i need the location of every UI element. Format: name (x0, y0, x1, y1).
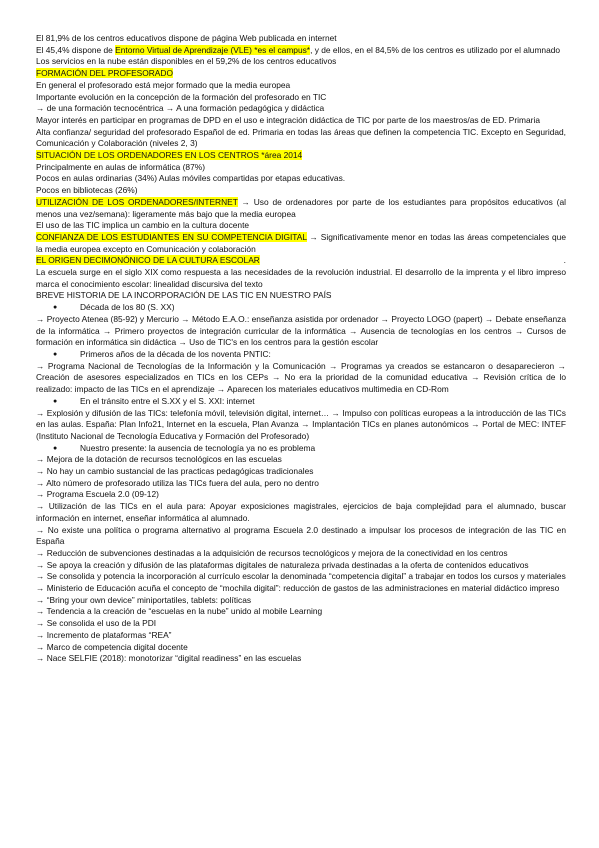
document-body (36, 33, 566, 665)
bullet-item: ● En el tránsito entre el S.XX y el S. XXI: internet (36, 396, 566, 408)
text-span: . (563, 255, 566, 266)
text-line: Los servicios en la nube están disponibles en el 59,2% de los centros educativos (36, 56, 337, 67)
text-line: El 81,9% de los centros educativos dispone de página Web publicada en internet (36, 33, 337, 43)
bullet-item: ● Década de los 80 (S. XX) (36, 302, 566, 314)
section-heading (36, 68, 566, 80)
text-line: Pocos en bibliotecas (26%) (36, 185, 138, 196)
text-line: → Se consolida el uso de la PDI (36, 618, 157, 629)
text-line: Pocos en aulas ordinarias (34%) Aulas móviles compartidas por etapas educativas. (36, 173, 346, 184)
text-line: → Se apoya la creación y difusión de las plataformas digitales de naturaleza privada destinadas a la oferta de contenidos educativos (36, 559, 529, 570)
text-line: El uso de las TIC implica un cambio en la cultura docente (36, 220, 250, 231)
bullet-item: ● Nuestro presente: la ausencia de tecnología ya no es problema (36, 443, 566, 455)
highlighted-text: UTILIZACIÓN DE LOS ORDENADORES/INTERNET (36, 196, 238, 207)
text-line: → Programa Nacional de Tecnologías de la Información y la Comunicación → Programas ya creados se estancaron o desaparecieron → Creación de asesores especializados en TICs en los CEPs → No era la prioridad de la comunidad educativa → Revisión crítica de lo realizado: impacto de las TICs en el aprendizaje → Aparecen los materiales educativos multimedia en CD-Rom (36, 360, 566, 395)
text-line: → Reducción de subvenciones destinadas a la adquisición de recursos tecnológicos y mejora de la conectividad en los centros (36, 547, 508, 558)
text-line: → de una formación tecnocéntrica → A una formación pedagógica y didáctica (36, 103, 325, 114)
text-line: → Utilización de las TICs en el aula para: Apoyar exposiciones magistrales, ejercicios de baja complejidad para el alumnado, buscar información en internet, enseñar informática al alumnado. (36, 501, 566, 523)
text-line: Alta confianza/ seguridad del profesorado Español de ed. Primaria en todas las áreas que definen la competencia TIC. Excepto en Seguridad, Comunicación y Colaboración (niveles 2, 3) (36, 126, 566, 149)
text-line: La escuela surge en el siglo XIX como respuesta a las necesidades de la revolución industrial. El desarrollo de la imprenta y el libro impreso marca el conocimiento escolar: linealidad discursiva del texto (36, 267, 566, 289)
text-line: → Ministerio de Educación acuña el concepto de “mochila digital”: reducción de gastos de las administraciones en material didáctico impreso (36, 583, 560, 594)
highlighted-text: FORMACIÓN DEL PROFESORADO (36, 68, 173, 79)
text-line: → Incremento de plataformas “REA” (36, 629, 172, 640)
text-line: → Nace SELFIE (2018): monotorizar “digital readiness” en las escuelas (36, 653, 302, 664)
text-line: → Mejora de la dotación de recursos tecnológicos en las escuelas (36, 454, 282, 465)
text-span: El 45,4% dispone de (36, 44, 113, 55)
section-heading (36, 255, 566, 267)
section-heading (36, 150, 566, 162)
text-line (36, 197, 566, 220)
text-line: Principalmente en aulas de informática (87%) (36, 161, 205, 172)
text-line: → Proyecto Atenea (85-92) y Mercurio → Método E.A.O.: enseñanza asistida por ordenador → Proyecto LOGO (papert) → Debate enseñanza de la informática → Primero proyectos de integración curricular de la informática → Ausencia de tecnologías en los centros → Cursos de formación en informática sin didáctica → Uso de TIC's en los centros para la gestión escolar (36, 313, 566, 348)
text-line: → Alto número de profesorado utiliza las TICs fuera del aula, pero no dentro (36, 477, 319, 488)
text-line: Mayor interés en participar en programas de DPD en el uso e integración didáctica de TIC por parte de los maestros/as de ED. Primaria (36, 114, 540, 125)
text-line: → Explosión y difusión de las TICs: telefonía móvil, televisión digital, internet… → Impulso con políticas europeas a la introducción de las TICs en las aulas. España: Plan Info21, Internet en la escuela, Plan Avanza → Implantación TICs en planes autonómicos → Portal de MEC: INTEF (Instituto Nacional de Tecnología Educativa y Formación del Profesorado) (36, 407, 566, 441)
text-line: → Marco de competencia digital docente (36, 641, 188, 652)
highlighted-text: CONFIANZA DE LOS ESTUDIANTES EN SU COMPETENCIA DIGITAL (36, 231, 307, 242)
text-line: → No hay un cambio sustancial de las practicas pedagógicas tradicionales (36, 466, 314, 477)
text-line: → No existe una política o programa alternativo al programa Escuela 2.0 destinado a impulsar los procesos de integración de las TIC en España (36, 524, 566, 547)
text-line (36, 232, 566, 255)
bullet-item: ● Primeros años de la década de los noventa PNTIC: (36, 349, 566, 361)
section-heading: BREVE HISTORIA DE LA INCORPORACIÓN DE LAS TIC EN NUESTRO PAÍS (36, 290, 332, 301)
highlighted-text: EL ORIGEN DECIMONÓNICO DE LA CULTURA ESCOLAR (36, 255, 260, 266)
text-span: → Uso de ordenadores por parte de los estudiantes para propósitos educativos (al menos una vez/semana): ligeramente más bajo que la media europea (36, 196, 566, 219)
text-line (36, 45, 566, 57)
text-line: → Programa Escuela 2.0 (09-12) (36, 489, 159, 500)
text-span: , y de ellos, en el 84,5% de los centros es utilizado por el alumnado (310, 44, 561, 55)
text-line: En general el profesorado está mejor formado que la media europea (36, 79, 291, 90)
text-line: → “Bring your own device” miniportatiles, tablets: políticas (36, 594, 252, 605)
highlighted-text: SITUACIÓN DE LOS ORDENADORES EN LOS CENTROS *área 2014 (36, 150, 303, 161)
text-line: → Se consolida y potencia la incorporación al currículo escolar la denominada “competencia digital” a trabajar en todos los cursos y materiales (36, 571, 566, 582)
text-line: Importante evolución en la concepción de la formación del profesorado en TIC (36, 91, 327, 102)
text-line: → Tendencia a la creación de “escuelas en la nube” unido al mobile Learning (36, 606, 323, 617)
highlighted-text: Entorno Virtual de Aprendizaje (VLE) *es el campus* (115, 44, 311, 55)
text-span: → Significativamente menor en todas las áreas competenciales que la media europea excepto en Comunicación y colaboración (36, 231, 566, 254)
